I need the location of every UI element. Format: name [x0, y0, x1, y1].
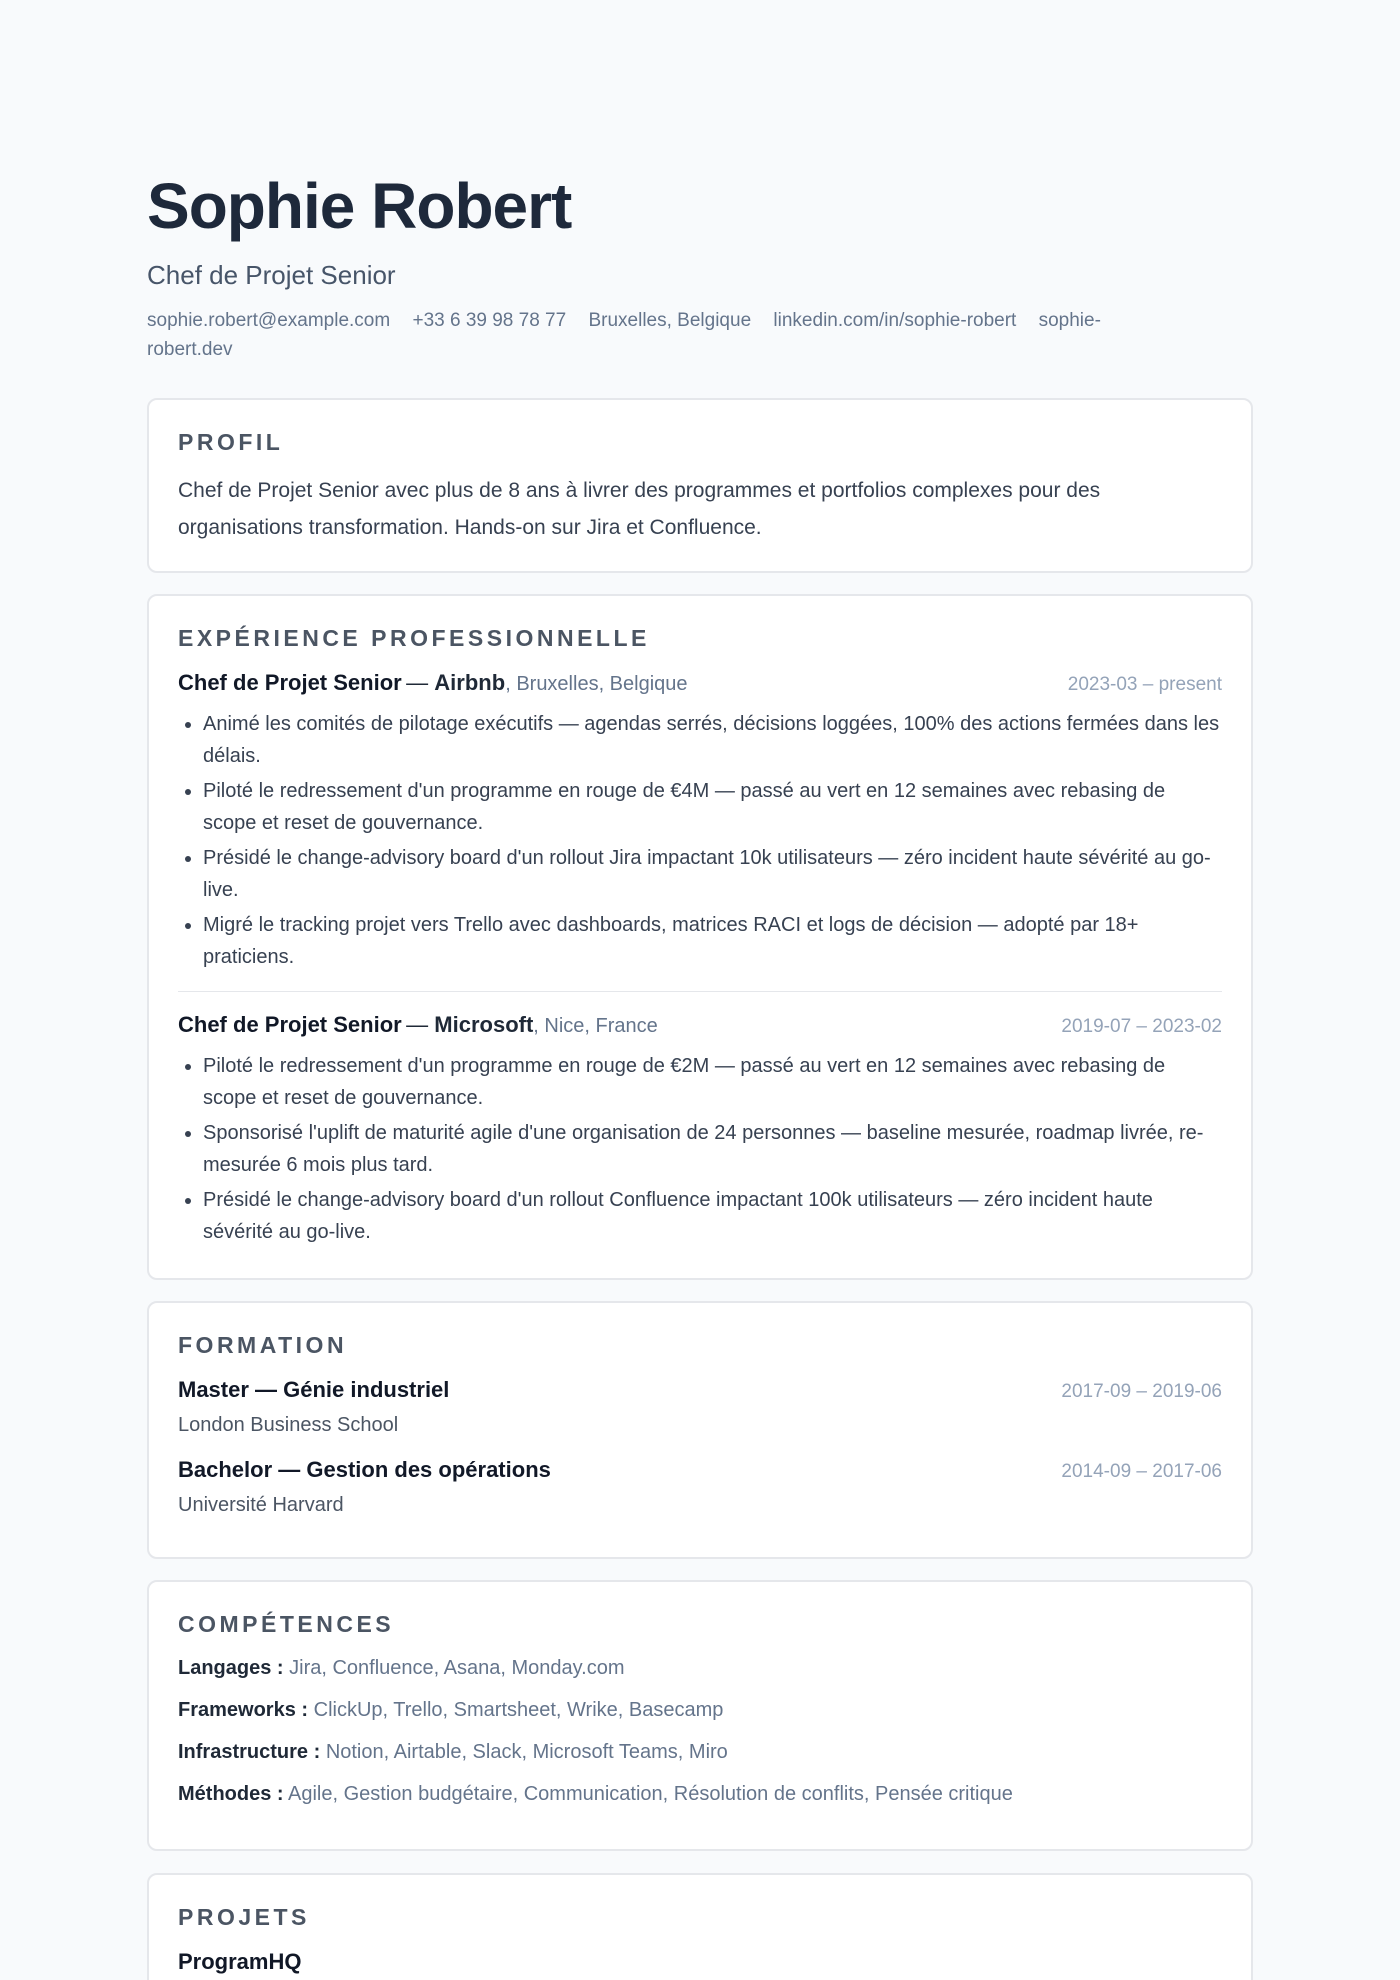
education-section: [147, 1301, 1253, 1559]
section-title-experience: EXPÉRIENCE PROFESSIONNELLE: [178, 625, 650, 651]
candidate-headline: Chef de Projet Senior: [147, 260, 396, 290]
job-bullets: [178, 1050, 1222, 1248]
skill-label: Méthodes :: [178, 1783, 284, 1805]
skill-label: Frameworks :: [178, 1699, 309, 1721]
contact-email: sophie.robert@example.com: [147, 310, 391, 331]
education-school: Université Harvard: [178, 1494, 344, 1516]
skill-label: Infrastructure :: [178, 1741, 321, 1763]
job-dates: 2019-07 – 2023-02: [1061, 1016, 1222, 1037]
education-degree: Master — Génie industriel: [178, 1377, 450, 1402]
job-header: [178, 668, 1222, 700]
experience-section: [147, 594, 1253, 1280]
job-role: Chef de Projet Senior: [178, 1012, 402, 1037]
job-company: Airbnb: [434, 670, 506, 695]
project-name: ProgramHQ: [178, 1949, 302, 1974]
contact-line: [147, 306, 1147, 364]
contact-linkedin: linkedin.com/in/sophie-robert: [773, 310, 1017, 331]
education-dates: 2017-09 – 2019-06: [1061, 1381, 1222, 1402]
job-location: Bruxelles, Belgique: [516, 673, 688, 695]
job-dates: 2023-03 – present: [1067, 674, 1222, 695]
section-title-education: FORMATION: [178, 1332, 348, 1358]
projects-section: [147, 1873, 1253, 1980]
job-bullet: • Animé les comités de pilotage exécutifs — agendas serrés, décisions loggées, 100% des actions fermées dans les délais.: [203, 708, 1222, 772]
job-bullet: • Présidé le change-advisory board d'un rollout Confluence impactant 100k utilisateurs — zéro incident haute sévérité au go-live.: [203, 1184, 1222, 1248]
job-bullet: • Piloté le redressement d'un programme en rouge de €2M — passé au vert en 12 semaines avec rebasing de scope et reset de gouvernance.: [203, 1050, 1222, 1114]
job-title-line: Chef de Projet Senior — Airbnb, Bruxelles, Belgique: [178, 670, 688, 695]
profile-summary: Chef de Projet Senior avec plus de 8 ans à livrer des programmes et portfolios complexes pour des organisations transformation. Hands-on sur Jira et Confluence.: [178, 479, 1101, 539]
job-bullet: • Présidé le change-advisory board d'un rollout Jira impactant 10k utilisateurs — zéro incident haute sévérité au go-live.: [203, 842, 1222, 906]
job-header: [178, 1010, 1222, 1042]
profile-section: [147, 398, 1253, 573]
resume-header: [147, 168, 1253, 364]
skills-section: [147, 1580, 1253, 1851]
job-entry: [178, 991, 1222, 1248]
education-entry: [178, 1375, 1222, 1439]
education-school: London Business School: [178, 1414, 399, 1436]
candidate-name: Sophie Robert: [147, 170, 572, 242]
education-entry: [178, 1455, 1222, 1519]
skill-row: [178, 1780, 1222, 1808]
education-degree: Bachelor — Gestion des opérations: [178, 1457, 551, 1482]
contact-location: Bruxelles, Belgique: [588, 310, 752, 331]
job-bullet: • Sponsorisé l'uplift de maturité agile d'une organisation de 24 personnes — baseline mesurée, roadmap livrée, re-mesurée 6 mois plus tard.: [203, 1117, 1222, 1181]
job-bullet: • Piloté le redressement d'un programme en rouge de €4M — passé au vert en 12 semaines avec rebasing de scope et reset de gouvernance.: [203, 775, 1222, 839]
skill-row: [178, 1654, 1222, 1682]
job-company: Microsoft: [434, 1012, 534, 1037]
contact-website: sophie-robert.dev: [147, 310, 1101, 360]
job-bullets: [178, 708, 1222, 973]
contact-phone: +33 6 39 98 78 77: [412, 310, 567, 331]
skill-values: Jira, Confluence, Asana, Monday.com: [289, 1657, 625, 1679]
section-title-projects: PROJETS: [178, 1904, 310, 1930]
job-role: Chef de Projet Senior: [178, 670, 402, 695]
skill-values: ClickUp, Trello, Smartsheet, Wrike, Basecamp: [313, 1699, 724, 1721]
skill-values: Agile, Gestion budgétaire, Communication, Résolution de conflits, Pensée critique: [288, 1783, 1013, 1805]
skill-row: [178, 1696, 1222, 1724]
job-title-line: Chef de Projet Senior — Microsoft, Nice, France: [178, 1012, 658, 1037]
job-entry: [178, 668, 1222, 973]
skill-label: Langages :: [178, 1657, 284, 1679]
job-location: Nice, France: [544, 1015, 658, 1037]
skill-row: [178, 1738, 1222, 1766]
education-dates: 2014-09 – 2017-06: [1061, 1461, 1222, 1482]
job-bullet: • Migré le tracking projet vers Trello avec dashboards, matrices RACI et logs de décision — adopté par 18+ praticiens.: [203, 909, 1222, 973]
skill-values: Notion, Airtable, Slack, Microsoft Teams, Miro: [325, 1741, 728, 1763]
section-title-profile: PROFIL: [178, 429, 284, 455]
section-title-skills: COMPÉTENCES: [178, 1611, 395, 1637]
